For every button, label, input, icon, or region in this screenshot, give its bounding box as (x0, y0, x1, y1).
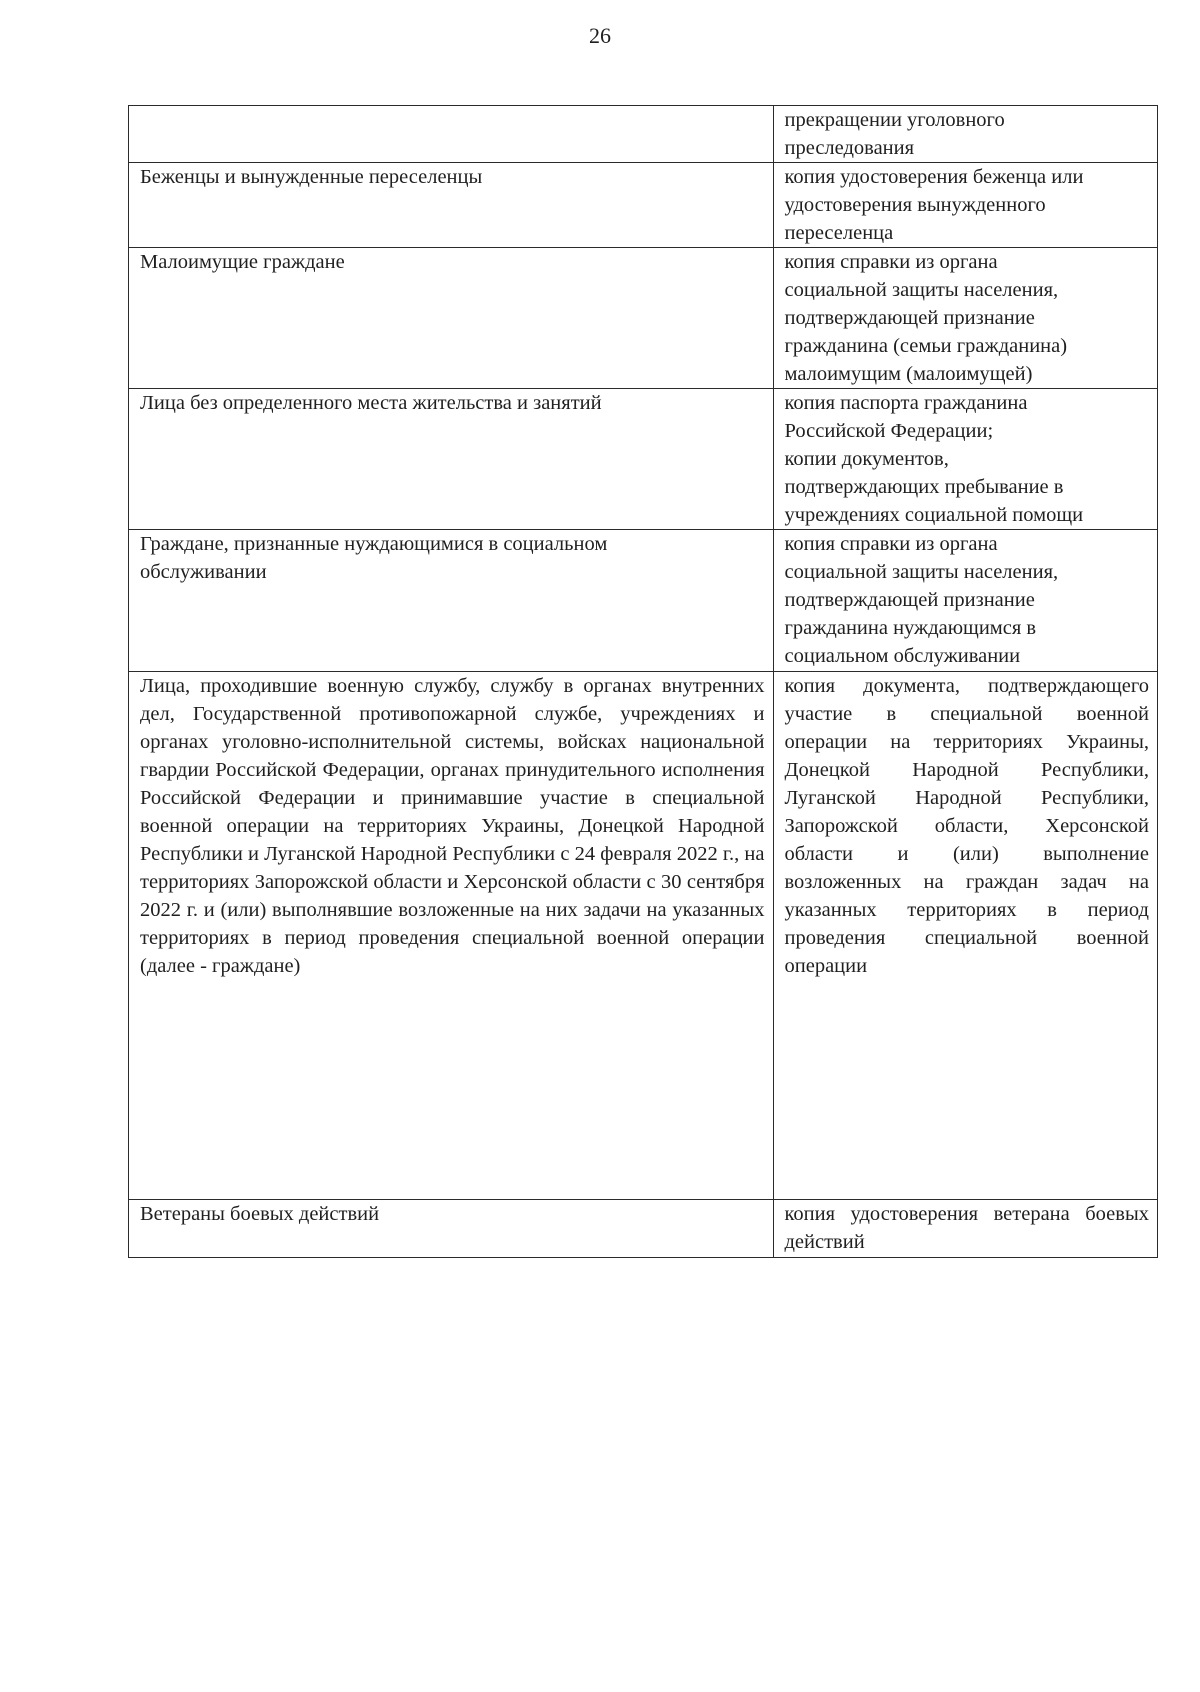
category-cell: Беженцы и вынужденные переселенцы (129, 163, 774, 248)
page-number: 26 (589, 23, 611, 48)
table-row (129, 389, 1158, 530)
document-cell: копия удостоверения ветерана боевых действий (773, 1200, 1158, 1258)
table-row (129, 530, 1158, 672)
category-cell: Граждане, признанные нуждающимися в социальном обслуживании (129, 530, 774, 672)
table-row (129, 163, 1158, 248)
table-row (129, 248, 1158, 389)
document-cell: копия удостоверения беженца или удостоверения вынужденного переселенца (773, 163, 1158, 248)
document-cell: прекращении уголовного преследования (773, 106, 1158, 163)
document-cell: копия справки из органа социальной защиты населения, подтверждающей признание гражданина нуждающимся в социальном обслуживании (773, 530, 1158, 672)
category-cell (129, 106, 774, 163)
table-row (129, 672, 1158, 1200)
documents-table (128, 105, 1158, 1258)
table-row (129, 1200, 1158, 1258)
document-cell: копия паспорта гражданина Российской Федерации; копии документов, подтверждающих пребывание в учреждениях социальной помощи (773, 389, 1158, 530)
document-cell: копия справки из органа социальной защиты населения, подтверждающей признание гражданина (семьи гражданина) малоимущим (малоимущей) (773, 248, 1158, 389)
table-row (129, 106, 1158, 163)
category-cell: Лица, проходившие военную службу, службу в органах внутренних дел, Государственной противопожарной службе, учреждениях и органах уголовно-исполнительной системы, войсках национальной гвардии Российской Федерации, органах принудительного исполнения Российской Федерации и принимавшие участие в специальной военной операции на территориях Украины, Донецкой Народной Республики и Луганской Народной Республики с 24 февраля 2022 г., на территориях Запорожской области и Херсонской области с 30 сентября 2022 г. и (или) выполнявшие возложенные на них задачи на указанных территориях в период проведения специальной военной операции (далее - граждане) (129, 672, 774, 1200)
category-cell: Лица без определенного места жительства и занятий (129, 389, 774, 530)
document-cell: копия документа, подтверждающего участие в специальной военной операции на территориях Украины, Донецкой Народной Республики, Луганской Народной Республики, Запорожской области, Херсонской области и (или) выполнение возложенных на граждан задач на указанных территориях в период проведения специальной военной операции (773, 672, 1158, 1200)
category-cell: Ветераны боевых действий (129, 1200, 774, 1258)
category-cell: Малоимущие граждане (129, 248, 774, 389)
